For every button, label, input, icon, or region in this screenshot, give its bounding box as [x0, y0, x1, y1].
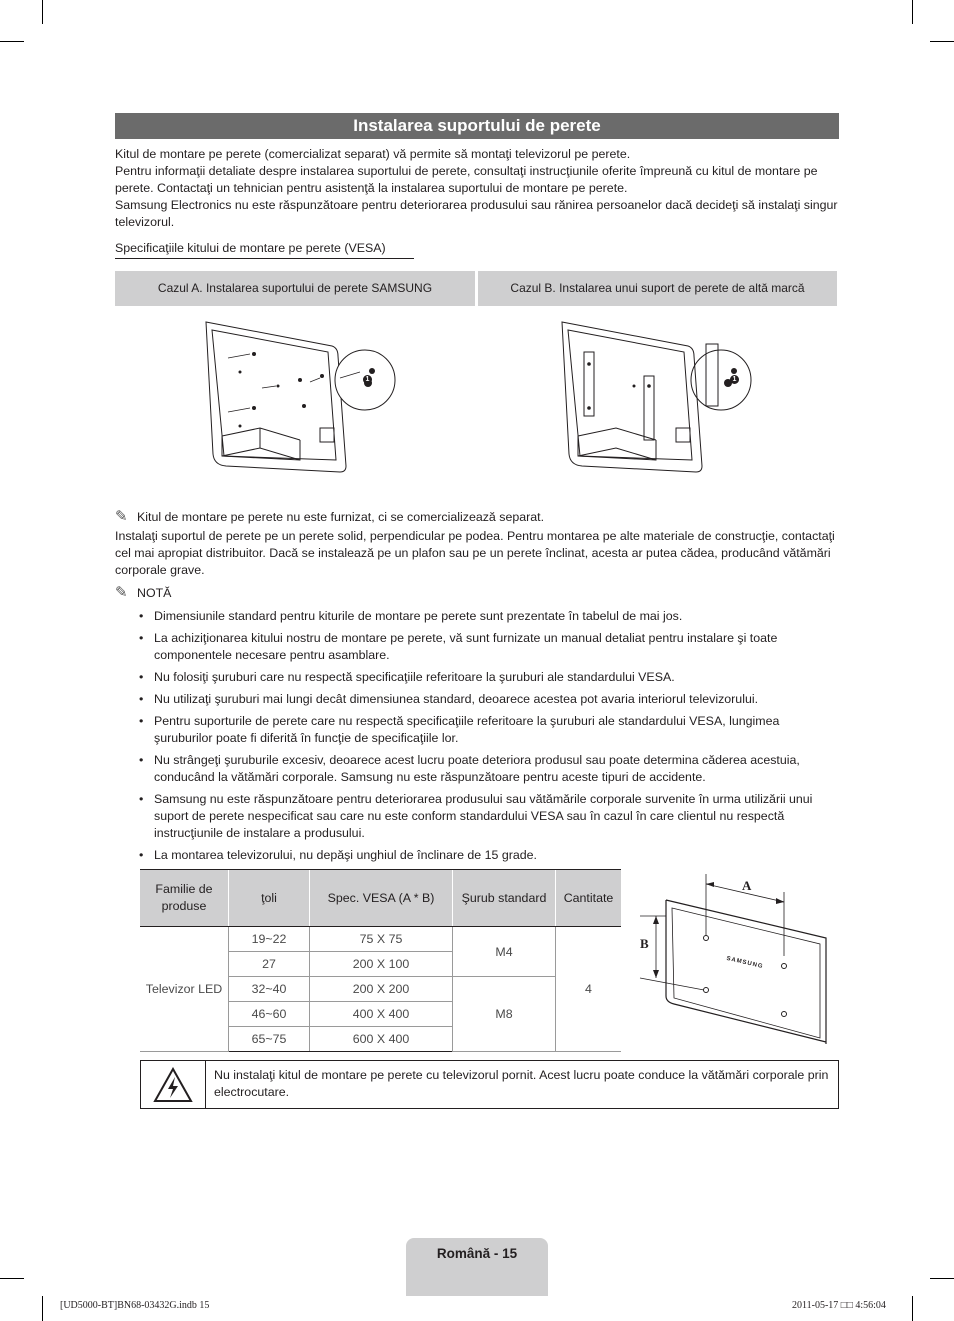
crop-mark [42, 1296, 43, 1321]
table-row [140, 927, 621, 952]
crop-mark [930, 41, 954, 42]
intro-text [115, 146, 839, 231]
warning-icon-box [141, 1061, 206, 1108]
diagram-label-b: B [640, 936, 649, 951]
crop-mark [912, 0, 913, 24]
table-cell: 400 X 400 [310, 1002, 453, 1027]
table-cell: 600 X 400 [310, 1027, 453, 1052]
table-cell: 19~22 [229, 927, 310, 952]
crop-mark [42, 0, 43, 24]
list-item: • Nu utilizaţi şuruburi mai lungi decât dimensiunea standard, deoarece acestea pot avaria interiorul televizorului. [139, 691, 839, 708]
table-cell: M8 [453, 977, 556, 1052]
diagram-label-a: A [742, 878, 752, 893]
table-cell: 75 X 75 [310, 927, 453, 952]
list-item: • Dimensiunile standard pentru kiturile de montare pe perete sunt prezentate în tabelul de mai jos. [139, 608, 839, 625]
table-cell: 200 X 200 [310, 977, 453, 1002]
table-cell: 200 X 100 [310, 952, 453, 977]
pencil-icon: ✎ [115, 584, 128, 601]
vesa-table [140, 869, 621, 1052]
intro-paragraph: Kitul de montare pe perete (comercializat separat) vă permite să montaţi televizorul pe perete. [115, 147, 631, 161]
note-label-text: NOTĂ [137, 586, 172, 600]
electric-shock-warning-icon [153, 1067, 193, 1103]
case-a-header: Cazul A. Instalarea suportului de perete SAMSUNG [115, 271, 475, 306]
list-item: • Pentru suporturile de perete care nu respectă specificaţiile referitoare la şuruburi ale standardului VESA, lungimea şuruburilor poate fi diferită în funcţie de specificaţiile lor. [139, 713, 839, 747]
table-header-cell: Şurub standard [453, 870, 556, 927]
spec-heading [115, 240, 414, 259]
case-b-illustration [556, 316, 766, 484]
list-item: • Nu folosiţi şuruburi care nu respectă specificaţiile referitoare la şuruburi ale standardului VESA. [139, 669, 839, 686]
callout-badge: 1 [363, 375, 372, 384]
diagram-brand-logo: SAMSUNG [725, 955, 764, 971]
intro-paragraph: Pentru informaţii detaliate despre instalarea suportului de perete, consultaţi instrucţiunile oferite împreună cu kitul de montare pe perete. Contactaţi un tehnician pentru asistenţă la instalarea suportului de montare pe perete. [115, 164, 818, 195]
list-item: • Samsung nu este răspunzătoare pentru deteriorarea produsului sau vătămările corporale survenite în urma utilizării unui suport de perete nespecificat sau care nu este conform standardului VESA sau în cazul în care clientul nu respectă instrucţiunile de instalare a produsului. [139, 791, 839, 842]
table-cell: 27 [229, 952, 310, 977]
case-b-header: Cazul B. Instalarea unui suport de perete de altă marcă [478, 271, 837, 306]
kit-note-text: Kitul de montare pe perete nu este furnizat, ci se comercializează separat. [137, 510, 545, 524]
callout-badge: 1 [730, 375, 739, 384]
pencil-icon: ✎ [115, 508, 128, 525]
crop-mark [912, 1296, 913, 1321]
list-item: • La achiziţionarea kitului nostru de montare pe perete, vă sunt furnizate un manual detaliat pentru instalare şi toate componentele necesare pentru asamblare. [139, 630, 839, 664]
table-cell: 46~60 [229, 1002, 310, 1027]
section-title: Instalarea suportului de perete [115, 113, 839, 139]
vesa-diagram [636, 866, 836, 1046]
crop-mark [930, 1278, 954, 1279]
intro-paragraph: Samsung Electronics nu este răspunzătoare pentru deteriorarea produsului sau rănirea persoanelor dacă decideţi să instalaţi singur televizorul. [115, 198, 838, 229]
spec-heading-text: Specificaţiile kitului de montare pe perete (VESA) [115, 241, 386, 255]
table-header-cell: ţoli [229, 870, 310, 927]
crop-mark [0, 1278, 24, 1279]
note-label [115, 584, 171, 602]
warning-text: Nu instalaţi kitul de montare pe perete cu televizorul pornit. Acest lucru poate conduce la vătămări corporale prin electrocutare. [214, 1068, 829, 1099]
table-header-row [140, 870, 621, 927]
warning-box [140, 1060, 839, 1109]
list-item: • Nu strângeţi şuruburile excesiv, deoarece acest lucru poate deteriora produsul sau poate determina căderea acestuia, conducând la vătămări corporale. Samsung nu este răspunzătoare pentru aceste tipuri de accidente. [139, 752, 839, 786]
print-slug-left: [UD5000-BT]BN68-03432G.indb 15 [60, 1300, 210, 1311]
table-cell: 32~40 [229, 977, 310, 1002]
kit-note [115, 508, 544, 526]
spec-heading-underline [115, 258, 414, 259]
table-cell-quantity: 4 [556, 927, 622, 1052]
table-header-cell: Familie de produse [140, 870, 229, 927]
table-header-cell: Spec. VESA (A * B) [310, 870, 453, 927]
table-cell: M4 [453, 927, 556, 977]
table-header-cell: Cantitate [556, 870, 622, 927]
table-cell: 65~75 [229, 1027, 310, 1052]
crop-mark [0, 41, 24, 42]
notes-list [139, 608, 839, 869]
case-a-illustration [200, 316, 410, 484]
install-paragraph: Instalaţi suportul de perete pe un perete solid, perpendicular pe podea. Pentru montarea pe alte materiale de construcţie, contactaţi cel mai apropiat distribuitor. Dacă se instalează pe un plafon sau pe un perete înclinat, acesta ar putea cădea, producând vătămări corporale grave. [115, 529, 835, 577]
print-slug-right: 2011-05-17 □□ 4:56:04 [792, 1300, 886, 1311]
list-item: • La montarea televizorului, nu depăşi unghiul de înclinare de 15 grade. [139, 847, 839, 864]
page-number-tab: Română - 15 [406, 1238, 548, 1296]
table-cell-family: Televizor LED [140, 927, 229, 1052]
